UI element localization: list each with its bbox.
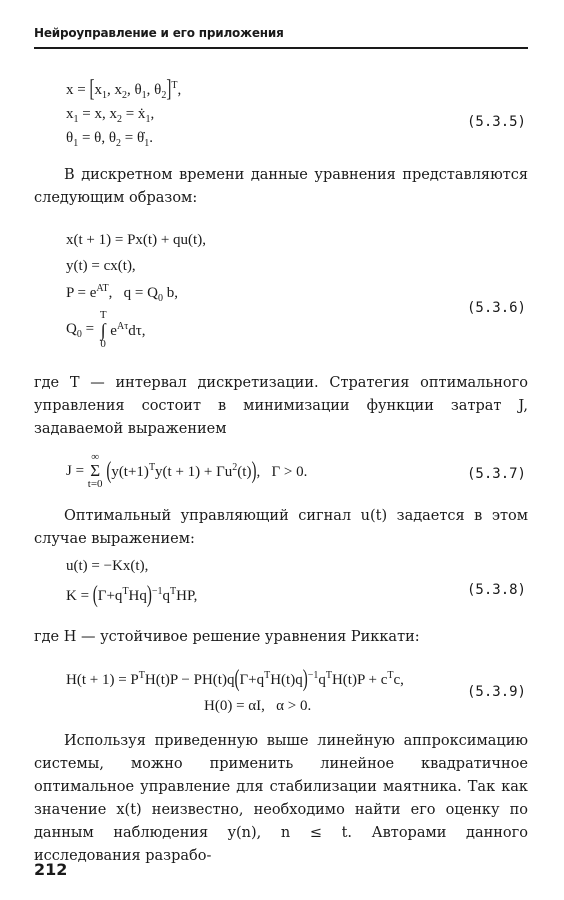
- equation-number: (5.3.9): [466, 684, 526, 700]
- paragraph: где H — устойчивое решение уравнения Риккати:: [34, 629, 420, 645]
- eq-5-3-5-line1: $x = [x_1$, $x_2$, $\theta_1$, $\theta_2]^T$,: [66, 76, 182, 103]
- equation-number: (5.3.7): [466, 466, 526, 482]
- page-number: 212: [34, 860, 68, 879]
- eq-5-3-6-line4: $Q_0$ = T ∫ 0 $e^{A\tau}d\tau$,: [66, 309, 146, 350]
- paragraph: Используя приведенную выше линейную аппроксимацию системы, можно применить линейное квадратичное оптимальное управление для стабилизации маятника. Так как значение x(t) неизвестно, необходимо найти его оценку по данным наблюдения y(n), n ≤ t. Авторами данного исследования разрабо-: [34, 733, 528, 864]
- running-header: Нейроуправление и его приложения: [34, 26, 284, 40]
- equation-number: (5.3.5): [466, 114, 526, 130]
- eq-5-3-7-line1: J = ∞ Σ t=0 $(y(t+1)^Ty(t + 1) + \Gamma u^2(t))$, Γ > 0.: [66, 451, 308, 490]
- paragraph: Оптимальный управляющий сигнал u(t) задается в этом случае выражением:: [34, 508, 528, 547]
- paragraph: где T — интервал дискретизации. Стратегия оптимального управления состоит в минимизации функции затрат J, задаваемой выражением: [34, 375, 528, 437]
- equation-number: (5.3.8): [466, 582, 526, 598]
- eq-5-3-9-line2: H(0) = αI, α > 0.: [204, 698, 312, 714]
- eq-5-3-5-line3: $\theta_1 = \theta$, $\theta_2$ = $\thetȧ_1$.: [66, 130, 153, 149]
- header-rule: [34, 47, 528, 49]
- eq-5-3-5-line2: $x_1 = x$, $x_2$ = ẋ$_1$,: [66, 106, 155, 125]
- eq-5-3-6-line1: x(t + 1) = Px(t) + qu(t),: [66, 232, 206, 248]
- paragraph: В дискретном времени данные уравнения представляются следующим образом:: [34, 167, 528, 206]
- eq-5-3-6-line3: $P = e^{AT}$, $q = Q_0$ b,: [66, 283, 178, 304]
- eq-5-3-8-line2: $K = (\Gamma+q^THq)^{-1}q^THP$,: [66, 582, 198, 609]
- eq-5-3-8-line1: u(t) = −Kx(t),: [66, 558, 149, 574]
- eq-5-3-6-line2: y(t) = cx(t),: [66, 258, 136, 274]
- eq-5-3-9-line1: $H(t + 1) = P^TH(t)P - PH(t)q(\Gamma+q^TH(t)q)^{-1}q^TH(t)P + c^Tc$,: [66, 666, 404, 693]
- equation-number: (5.3.6): [466, 300, 526, 316]
